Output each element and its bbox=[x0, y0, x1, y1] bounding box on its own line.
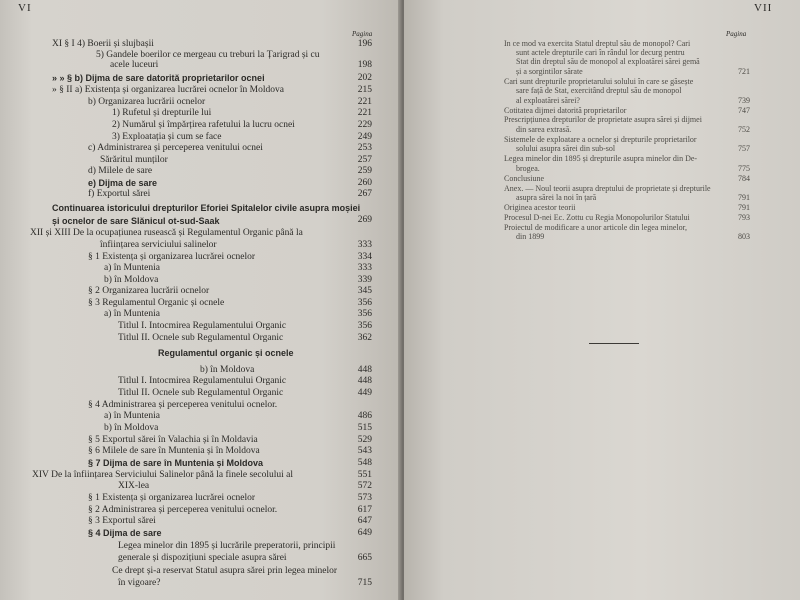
toc-entry: 2) Numărul și împărțirea rafetului la lucru ocnei bbox=[112, 120, 295, 130]
toc-entry: Originea acestor teorii bbox=[504, 203, 576, 212]
toc-entry: în vigoare? bbox=[118, 578, 161, 588]
toc-page-number: 793 bbox=[738, 213, 750, 222]
toc-entry: Sărăritul munților bbox=[100, 155, 168, 165]
toc-page-number: 267 bbox=[357, 189, 372, 199]
toc-entry: înființarea serviciului salinelor bbox=[100, 240, 217, 250]
toc-entry: c) Administrarea și perceperea venitului ocnei bbox=[88, 143, 263, 153]
toc-entry: b) în Moldova bbox=[104, 423, 159, 433]
toc-entry: Titlul II. Ocnele sub Regulamentul Organic bbox=[118, 333, 284, 343]
toc-entry: XIV De la înființarea Serviciului Salinelor până la finele secolului al bbox=[32, 470, 293, 480]
toc-page-number: 449 bbox=[357, 388, 372, 398]
toc-page-number: 548 bbox=[357, 458, 372, 468]
toc-entry: Procesul D-nei Ec. Zottu cu Regia Monopolurilor Statului bbox=[504, 213, 690, 222]
toc-entry: § 1 Existența și organizarea lucrărei ocnelor bbox=[88, 493, 256, 503]
toc-page-number: 249 bbox=[357, 132, 372, 142]
toc-page-number: 269 bbox=[357, 215, 372, 225]
toc-page-number: 229 bbox=[357, 120, 372, 130]
toc-page-number: 486 bbox=[357, 411, 372, 421]
toc-page-number: 803 bbox=[738, 232, 750, 241]
toc-page-number: 333 bbox=[357, 240, 372, 250]
toc-page-number: 356 bbox=[357, 321, 372, 331]
toc-entry: Stat din dreptul său de monopol al exploatărei sărei gemă bbox=[516, 57, 700, 66]
toc-entry: XI § I 4) Boerii și slujbașii bbox=[52, 39, 154, 49]
toc-page-number: 543 bbox=[357, 446, 372, 456]
closing-rule bbox=[589, 343, 639, 344]
toc-entry: § 3 Exportul sărei bbox=[88, 516, 156, 526]
toc-page-number: 448 bbox=[357, 365, 372, 375]
toc-entry: b) în Moldova bbox=[200, 365, 255, 375]
toc-page-number: 757 bbox=[738, 144, 750, 153]
toc-page-number: 339 bbox=[357, 275, 372, 285]
toc-entry: » § II a) Existența și organizarea lucrărei ocnelor în Moldova bbox=[52, 85, 284, 95]
toc-page-number: 752 bbox=[738, 125, 750, 134]
toc-entry: § 3 Regulamentul Organic și ocnele bbox=[88, 298, 225, 308]
toc-entry: a) în Muntenia bbox=[104, 411, 160, 421]
left-pagina-header: Pagina bbox=[352, 30, 373, 38]
left-page-number: VI bbox=[18, 2, 32, 14]
right-page bbox=[404, 0, 800, 600]
toc-entry: solului asupra sărei din sub-sol bbox=[516, 144, 616, 153]
toc-entry: b) în Moldova bbox=[104, 275, 159, 285]
toc-page-number: 356 bbox=[357, 309, 372, 319]
toc-entry: a) în Muntenia bbox=[104, 309, 160, 319]
toc-entry: f) Exportul sărei bbox=[88, 189, 151, 199]
toc-entry: 3) Exploatația și cum se face bbox=[112, 132, 222, 142]
toc-page-number: 791 bbox=[738, 193, 750, 202]
toc-page-number: 529 bbox=[357, 435, 372, 445]
toc-entry: Prescripțiunea drepturilor de proprietate asupra sărei și dijmei bbox=[504, 115, 702, 124]
toc-entry: asupra sărei la noi în țară bbox=[516, 193, 597, 202]
toc-page-number: 345 bbox=[357, 286, 372, 296]
toc-entry: a) în Muntenia bbox=[104, 263, 160, 273]
toc-entry: al exploatărei sărei? bbox=[516, 96, 580, 105]
toc-entry: Titlul II. Ocnele sub Regulamentul Organic bbox=[118, 388, 284, 398]
toc-page-number: 259 bbox=[357, 166, 372, 176]
section-heading: Continuarea istoricului drepturilor Eforiei Spitalelor civile asupra moșiei bbox=[52, 203, 361, 213]
toc-page-number: 775 bbox=[738, 164, 750, 173]
toc-page-number: 572 bbox=[357, 481, 372, 491]
toc-entry: sunt actele drepturile cari în rândul lor decurg pentru bbox=[516, 48, 685, 57]
toc-entry: 5) Gandele boerilor ce mergeau cu treburi la Țarigrad și cu bbox=[96, 50, 320, 60]
toc-entry: § 6 Milele de sare în Muntenia și în Moldova bbox=[88, 446, 260, 456]
toc-page-number: 196 bbox=[357, 39, 372, 49]
toc-entry: Legea minelor din 1895 și lucrările preperatorii, principii bbox=[118, 541, 336, 551]
toc-entry: Titlul I. Intocmirea Regulamentului Organic bbox=[118, 376, 287, 386]
toc-page-number: 739 bbox=[738, 96, 750, 105]
toc-page-number: 647 bbox=[357, 516, 372, 526]
toc-entry: Ce drept și-a reservat Statul asupra sărei prin legea minelor bbox=[112, 566, 338, 576]
toc-entry: 1) Rufetul și drepturile lui bbox=[112, 108, 212, 118]
section-heading: și ocnelor de sare Slănicul ot-sud-Saak bbox=[52, 216, 220, 226]
toc-entry: Anex. — Noul teorii asupra dreptului de proprietate și drepturile bbox=[504, 184, 711, 193]
toc-page-number: 253 bbox=[357, 143, 372, 153]
toc-entry: din 1899 bbox=[516, 232, 545, 241]
toc-entry: § 4 Administrarea și perceperea venitului ocnelor. bbox=[88, 400, 278, 410]
toc-page-number: 784 bbox=[738, 174, 750, 183]
toc-page-number: 551 bbox=[357, 470, 372, 480]
toc-entry: sare față de Stat, exercitând dreptul său de monopol bbox=[516, 86, 682, 95]
toc-page-number: 791 bbox=[738, 203, 750, 212]
toc-entry: Cotitatea dijmei datorită proprietarilor bbox=[504, 106, 627, 115]
toc-entry: Cari sunt drepturile proprietarului solului în care se găsește bbox=[504, 77, 694, 86]
toc-page-number: 257 bbox=[357, 155, 372, 165]
right-pagina-header: Pagina bbox=[726, 30, 747, 38]
toc-entry: Sistemele de exploatare a ocnelor și drepturile proprietarilor bbox=[504, 135, 697, 144]
toc-page-number: 221 bbox=[357, 108, 372, 118]
toc-entry: § 2 Organizarea lucrării ocnelor bbox=[88, 286, 210, 296]
toc-entry: § 5 Exportul sărei în Valachia și în Moldavia bbox=[88, 435, 258, 445]
toc-page-number: 515 bbox=[357, 423, 372, 433]
toc-entry: Titlul I. Intocmirea Regulamentului Organic bbox=[118, 321, 287, 331]
toc-entry: Legea minelor din 1895 și drepturile asupra minelor din De- bbox=[504, 154, 698, 163]
toc-page-number: 649 bbox=[357, 528, 372, 538]
toc-entry: Proiectul de modificare a unor articole din legea minelor, bbox=[504, 223, 687, 232]
toc-page-number: 721 bbox=[738, 67, 750, 76]
toc-entry: § 4 Dijma de sare bbox=[88, 528, 162, 538]
toc-entry: § 7 Dijma de sare în Muntenia și Moldova bbox=[88, 458, 264, 468]
toc-entry: e) Dijma de sare bbox=[88, 178, 158, 188]
toc-entry: XIX-lea bbox=[118, 481, 150, 491]
toc-entry: acele luceuri bbox=[110, 60, 159, 70]
toc-entry: b) Organizarea lucrării ocnelor bbox=[88, 97, 206, 107]
toc-page-number: 221 bbox=[357, 97, 372, 107]
toc-page-number: 333 bbox=[357, 263, 372, 273]
toc-page-number: 448 bbox=[357, 376, 372, 386]
toc-page-number: 260 bbox=[357, 178, 372, 188]
toc-entry: Conclusiune bbox=[504, 174, 544, 183]
toc-page-number: 202 bbox=[357, 73, 372, 83]
toc-page-number: 715 bbox=[357, 578, 372, 588]
toc-page-number: 362 bbox=[357, 333, 372, 343]
toc-entry: In ce mod va exercita Statul dreptul său de monopol? Cari bbox=[504, 39, 691, 48]
toc-page-number: 573 bbox=[357, 493, 372, 503]
toc-entry: § 1 Existența și organizarea lucrărei ocnelor bbox=[88, 252, 256, 262]
toc-entry: XII și XIII De la ocupațiunea rusească și Regulamentul Organic până la bbox=[30, 228, 303, 238]
toc-page-number: 356 bbox=[357, 298, 372, 308]
toc-entry: generale și dispozițiuni speciale asupra sărei bbox=[118, 553, 287, 563]
toc-entry: d) Milele de sare bbox=[88, 166, 153, 176]
toc-page-number: 665 bbox=[357, 553, 372, 563]
toc-page-number: 198 bbox=[357, 60, 372, 70]
section-heading: Regulamentul organic și ocnele bbox=[158, 348, 294, 358]
toc-entry: § 2 Administrarea și perceperea venitului ocnelor. bbox=[88, 505, 278, 515]
toc-page-number: 215 bbox=[357, 85, 372, 95]
toc-entry: brogea. bbox=[516, 164, 540, 173]
toc-entry: și a sorgintilor sărate bbox=[516, 67, 583, 76]
toc-page-number: 334 bbox=[357, 252, 372, 262]
right-page-number: VII bbox=[754, 2, 773, 14]
toc-page-number: 617 bbox=[357, 505, 372, 515]
toc-entry: » » § b) Dijma de sare datorită proprietarilor ocnei bbox=[52, 73, 265, 83]
toc-entry: din sarea extrasă. bbox=[516, 125, 572, 134]
toc-page-number: 747 bbox=[738, 106, 750, 115]
